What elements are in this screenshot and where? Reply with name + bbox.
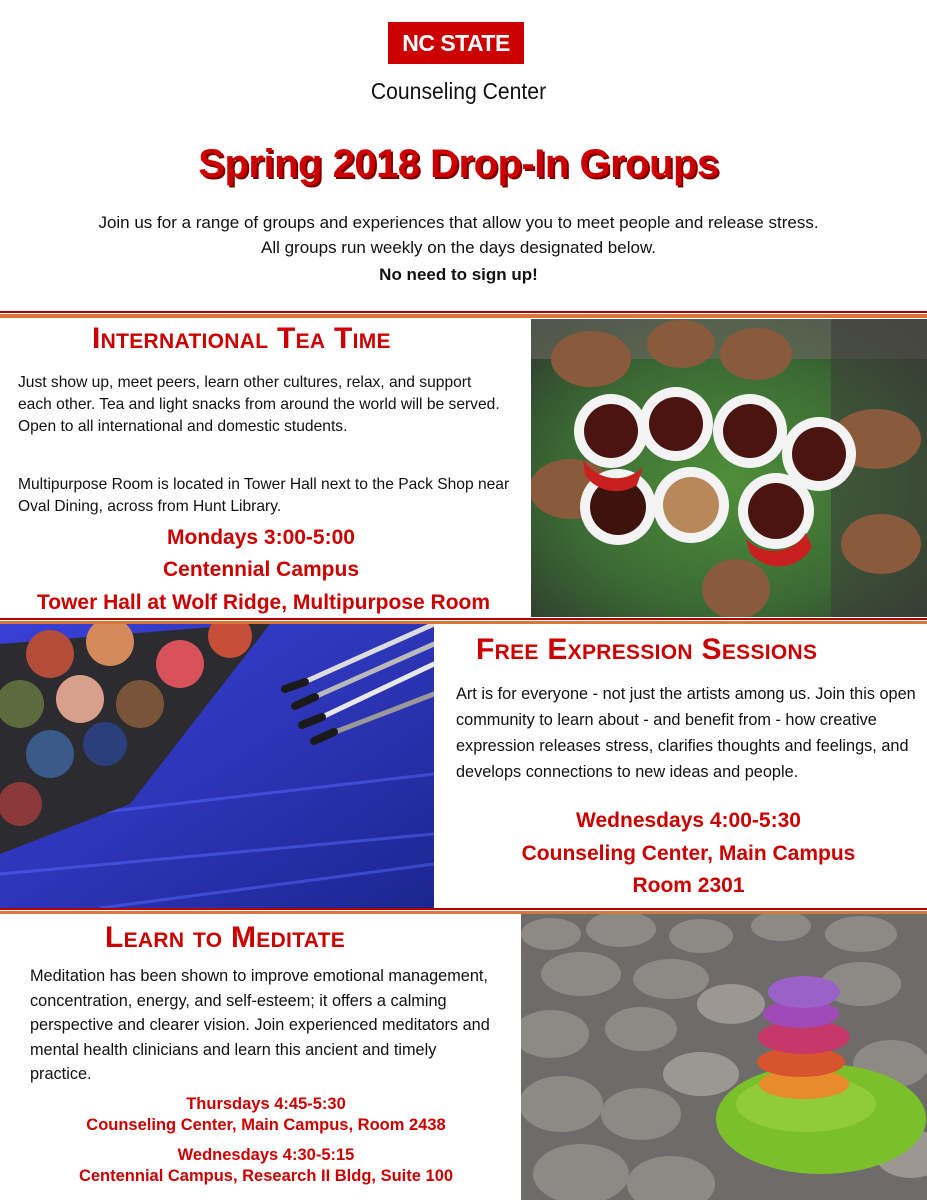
tea-day-time: Mondays 3:00-5:00 [167, 526, 355, 549]
intro-line-1: Join us for a range of groups and experiences that allow you to meet people and release stress. [98, 213, 819, 232]
meditate-session2-time: Wednesdays 4:30-5:15 [177, 1146, 355, 1164]
page-title: Spring 2018 Drop-In Groups [198, 142, 719, 186]
tea-location-note: Multipurpose Room is located in Tower Hall next to the Pack Shop near Oval Dining, across from Hunt Library. [18, 476, 510, 515]
department-name: Counseling Center [370, 78, 547, 104]
tea-room: Tower Hall at Wolf Ridge, Multipurpose Room [36, 591, 491, 614]
art-section-title: Free Expression Sessions [476, 633, 818, 666]
intro-line-2: All groups run weekly on the days designated below. [260, 238, 657, 257]
meditate-session1-place: Counseling Center, Main Campus, Room 2438 [86, 1116, 446, 1134]
meditate-description: Meditation has been shown to improve emotional management, concentration, energy, and self-esteem; it offers a calming perspective and clearer vision. Join experienced meditators and mental health clinicians and learn this ancient and timely practice. [30, 967, 490, 1083]
paint-palette-photo [0, 624, 434, 908]
intro-line-3: No need to sign up! [379, 265, 538, 284]
art-day-time: Wednesdays 4:00-5:30 [576, 809, 801, 832]
nc-state-logo: NC STATE [388, 22, 524, 64]
tea-section-title: International Tea Time [92, 322, 391, 355]
intro-text [0, 210, 917, 287]
tea-description: Just show up, meet peers, learn other cultures, relax, and support each other. Tea and light snacks from around the world will be served. Open to all international and domestic students. [18, 374, 500, 435]
art-place: Counseling Center, Main Campus [521, 842, 856, 865]
tea-campus: Centennial Campus [162, 558, 360, 581]
meditate-session1-time: Thursdays 4:45-5:30 [186, 1095, 346, 1113]
tea-cups-photo [531, 319, 927, 617]
stacked-stones-photo [521, 914, 927, 1200]
meditate-section-title: Learn to Meditate [105, 921, 346, 954]
meditate-session2-place: Centennial Campus, Research II Bldg, Suite 100 [78, 1167, 454, 1185]
art-room: Room 2301 [632, 874, 745, 897]
section-divider [0, 311, 927, 318]
art-description: Art is for everyone - not just the artists among us. Join this open community to learn about - and benefit from - how creative expression releases stress, clarifies thoughts and feelings, and develops connections to new ideas and people. [456, 685, 916, 781]
